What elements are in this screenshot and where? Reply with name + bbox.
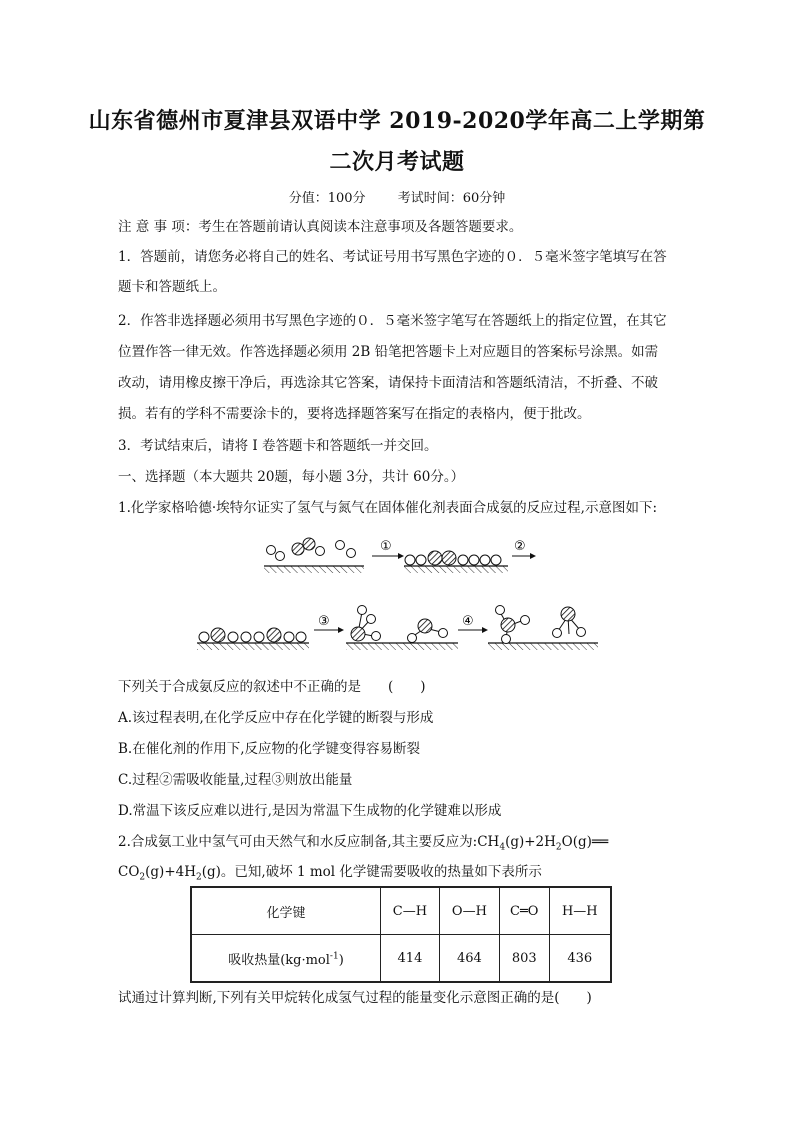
bond-hh: H—H <box>549 887 611 935</box>
rule-2-line-b: 位置作答一律无效。作答选择题必须用 2B 铅笔把答题卡上对应题目的答案标号涂黑。如需 <box>118 344 659 360</box>
value-hh: 436 <box>549 935 611 983</box>
table-row <box>191 887 611 935</box>
time-info: 考试时间：60分钟 <box>397 191 506 206</box>
stage-1 <box>264 538 364 573</box>
rule-1-line-b: 题卡和答题纸上。 <box>118 279 226 295</box>
rule-1-line-a: 1．答题前，请您务必将自己的姓名、考试证号用书写黑色字迹的０．５毫米签字笔填写在答 <box>118 249 667 265</box>
q2-stem-line1: 2.合成氨工业中氢气可由天然气和水反应制备,其主要反应为$:CH_4(g)+2H_2O(g)══$ <box>118 834 609 853</box>
arrow-step-2 <box>512 539 536 559</box>
arrow-step-4 <box>458 614 488 633</box>
bond-co: C═O <box>499 887 549 935</box>
bond-oh: O—H <box>439 887 499 935</box>
step-1-label: ① <box>380 539 392 554</box>
bond-ch: C—H <box>381 887 440 935</box>
table-row <box>191 935 611 983</box>
value-oh: 464 <box>439 935 499 983</box>
stage-4 <box>346 606 458 651</box>
q2-question: 试通过计算判断,下列有关甲烷转化成氢气过程的能量变化示意图正确的是( ) <box>118 990 592 1006</box>
arrow-step-3 <box>314 614 344 633</box>
rule-3: 3．考试结束后，请将 I 卷答题卡和答题纸一并交回。 <box>118 438 438 454</box>
q1-option-d: D.常温下该反应难以进行,是因为常温下生成物的化学键难以形成 <box>118 803 502 819</box>
stage-5 <box>488 606 598 651</box>
exam-title-line2: 二次月考试题 <box>329 149 465 175</box>
table-row-label: 吸收热量(kg·mol$^{-1}$) <box>191 935 381 983</box>
score-info: 分值：100分 <box>288 191 366 206</box>
q1-question: 下列关于合成氨反应的叙述中不正确的是 ( ) <box>118 679 426 695</box>
step-4-label: ④ <box>462 614 474 629</box>
q1-option-c: C.过程②需吸收能量,过程③则放出能量 <box>118 772 353 788</box>
bond-energy-table <box>190 886 612 983</box>
value-co: 803 <box>499 935 549 983</box>
rule-2-line-c: 改动，请用橡皮擦干净后，再选涂其它答案，请保持卡面清洁和答题纸清洁，不折叠、不破 <box>118 375 658 391</box>
q1-option-a: A.该过程表明,在化学反应中存在化学键的断裂与形成 <box>118 710 434 726</box>
table-header-label: 化学键 <box>191 887 381 935</box>
exam-title-line1: 山东省德州市夏津县双语中学 2019-2020学年高二上学期第 <box>88 108 706 134</box>
value-ch: 414 <box>381 935 440 983</box>
notice-heading: 注 意 事 项：考生在答题前请认真阅读本注意事项及各题答题要求。 <box>118 219 523 235</box>
q1-stem: 1.化学家格哈德·埃特尔证实了氢气与氮气在固体催化剂表面合成氨的反应过程,示意图如下: <box>118 500 658 516</box>
step-3-label: ③ <box>318 614 330 629</box>
q2-stem-line2: $CO_2(g)+4H_2(g)$。已知,破坏 1 mol 化学键需要吸收的热量如下表所示 <box>118 864 542 883</box>
q1-option-b: B.在催化剂的作用下,反应物的化学键变得容易断裂 <box>118 741 421 757</box>
stage-2 <box>404 551 508 573</box>
stage-3 <box>197 628 309 650</box>
section-1-heading: 一、选择题（本大题共 20题，每小题 3分，共计 60分。） <box>118 469 465 485</box>
rule-2-line-d: 损。若有的学科不需要涂卡的，要将选择题答案写在指定的表格内，便于批改。 <box>118 406 591 422</box>
step-2-label: ② <box>514 539 526 554</box>
rule-2-line-a: 2．作答非选择题必须用书写黑色字迹的０．５毫米签字笔写在答题纸上的指定位置，在其它 <box>118 313 667 329</box>
arrow-step-1 <box>372 539 404 559</box>
